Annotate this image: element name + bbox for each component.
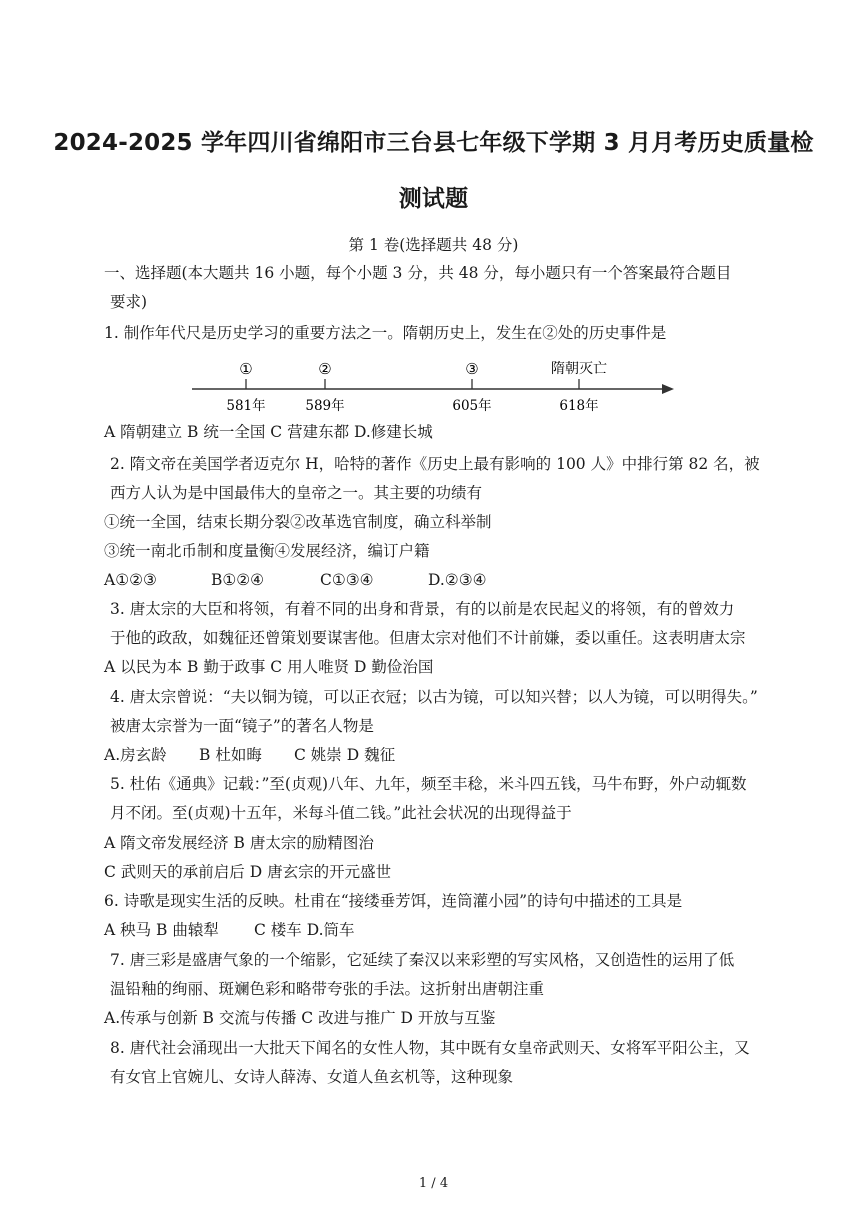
question-4-line1: 4. 唐太宗曾说：“夫以铜为镜，可以正衣冠；以古为镜，可以知兴替；以人为镜，可以明得失。” [110, 688, 758, 706]
timeline-mark-2: ② [318, 360, 332, 378]
q2-option-d: D.②③④ [428, 571, 487, 589]
q2-option-c: C①③④ [320, 571, 374, 589]
document-title-line1: 2024-2025 学年四川省绵阳市三台县七年级下学期 3 月月考历史质量检 [53, 130, 814, 156]
question-2-line3: ①统一全国，结束长期分裂②改革选官制度，确立科举制 [104, 513, 492, 531]
timeline-mark-1: ① [239, 360, 253, 378]
page-current: 1 [418, 1176, 428, 1191]
instructions-line1: 一、选择题(本大题共 16 小题，每个小题 3 分，共 48 分，每小题只有一个答案最符合题目 [104, 264, 732, 282]
timeline-label-sui-fall: 隋朝灭亡 [551, 361, 607, 377]
q6-option-ab: A 秧马 B 曲辕犁 [104, 921, 219, 939]
timeline-mark-3: ③ [465, 360, 479, 378]
q4-option-cd: C 姚崇 D 魏征 [294, 746, 396, 764]
question-8-line1: 8. 唐代社会涌现出一大批天下闻名的女性人物，其中既有女皇帝武则天、女将军平阳公主，又 [110, 1039, 750, 1057]
timeline-arrowhead [662, 384, 674, 394]
q4-option-b: B 杜如晦 [199, 746, 262, 764]
question-7-line1: 7. 唐三彩是盛唐气象的一个缩影，它延续了秦汉以来彩塑的写实风格，又创造性的运用了低 [110, 951, 735, 969]
q6-option-cd: C 楼车 D.筒车 [254, 921, 355, 939]
question-5-line1: 5. 杜佑《通典》记载：”至(贞观)八年、九年，频至丰稔，米斗四五钱，马牛布野，外户动辄数 [110, 775, 747, 793]
page-separator: / [431, 1176, 436, 1191]
section-heading: 第 1 卷(选择题共 48 分) [348, 236, 519, 254]
question-5-line2: 月不闭。至(贞观)十五年，米每斗值二钱。”此社会状况的出现得益于 [110, 804, 572, 822]
question-2-line4: ③统一南北币制和度量衡④发展经济，编订户籍 [104, 542, 430, 560]
q2-option-b: B①②④ [211, 571, 265, 589]
question-3-options: A 以民为本 B 勤于政事 C 用人唯贤 D 勤俭治国 [104, 658, 434, 676]
question-5-options-cd: C 武则天的承前启后 D 唐玄宗的开元盛世 [104, 863, 392, 881]
question-5-options-ab: A 隋文帝发展经济 B 唐太宗的励精图治 [104, 834, 374, 852]
page-total: 4 [439, 1176, 449, 1191]
question-2-line1: 2. 隋文帝在美国学者迈克尔 H，哈特的著作《历史上最有影响的 100 人》中排行第 82 名，被 [110, 455, 760, 473]
question-2-line2: 西方人认为是中国最伟大的皇帝之一。其主要的功绩有 [110, 484, 483, 502]
q4-option-a: A.房玄龄 [104, 746, 167, 764]
timeline-diagram [188, 355, 688, 415]
page-number [0, 1176, 867, 1191]
question-6-stem: 6. 诗歌是现实生活的反映。杜甫在“接缕垂芳饵，连筒灌小园”的诗句中描述的工具是 [104, 892, 683, 910]
instructions-line2: 要求) [110, 293, 148, 311]
question-7-line2: 温铅釉的绚丽、斑斓色彩和略带夸张的手法。这折射出唐朝注重 [110, 980, 545, 998]
question-2-options [104, 570, 487, 590]
timeline-year-589: 589年 [305, 398, 345, 414]
question-3-line2: 于他的政敌，如魏征还曾策划要谋害他。但唐太宗对他们不计前嫌，委以重任。这表明唐太宗 [110, 629, 746, 647]
q2-option-a: A①②③ [104, 571, 157, 589]
question-8-line2: 有女官上官婉儿、女诗人薛涛、女道人鱼玄机等，这种现象 [110, 1068, 514, 1086]
question-4-options [104, 745, 395, 765]
question-1-stem: 1. 制作年代尺是历史学习的重要方法之一。隋朝历史上，发生在②处的历史事件是 [104, 324, 667, 342]
document-title-line2: 测试题 [398, 186, 469, 212]
question-6-options [104, 920, 355, 940]
question-4-line2: 被唐太宗誉为一面“镜子”的著名人物是 [110, 717, 374, 735]
timeline-year-605: 605年 [452, 398, 492, 414]
timeline-year-618: 618年 [559, 398, 599, 414]
question-7-options: A.传承与创新 B 交流与传播 C 改进与推广 D 开放与互鉴 [104, 1009, 496, 1027]
timeline-year-581: 581年 [226, 398, 266, 414]
question-3-line1: 3. 唐太宗的大臣和将领，有着不同的出身和背景，有的以前是农民起义的将领，有的曾效力 [110, 600, 735, 618]
question-1-options: A 隋朝建立 B 统一全国 C 营建东都 D.修建长城 [104, 423, 433, 441]
